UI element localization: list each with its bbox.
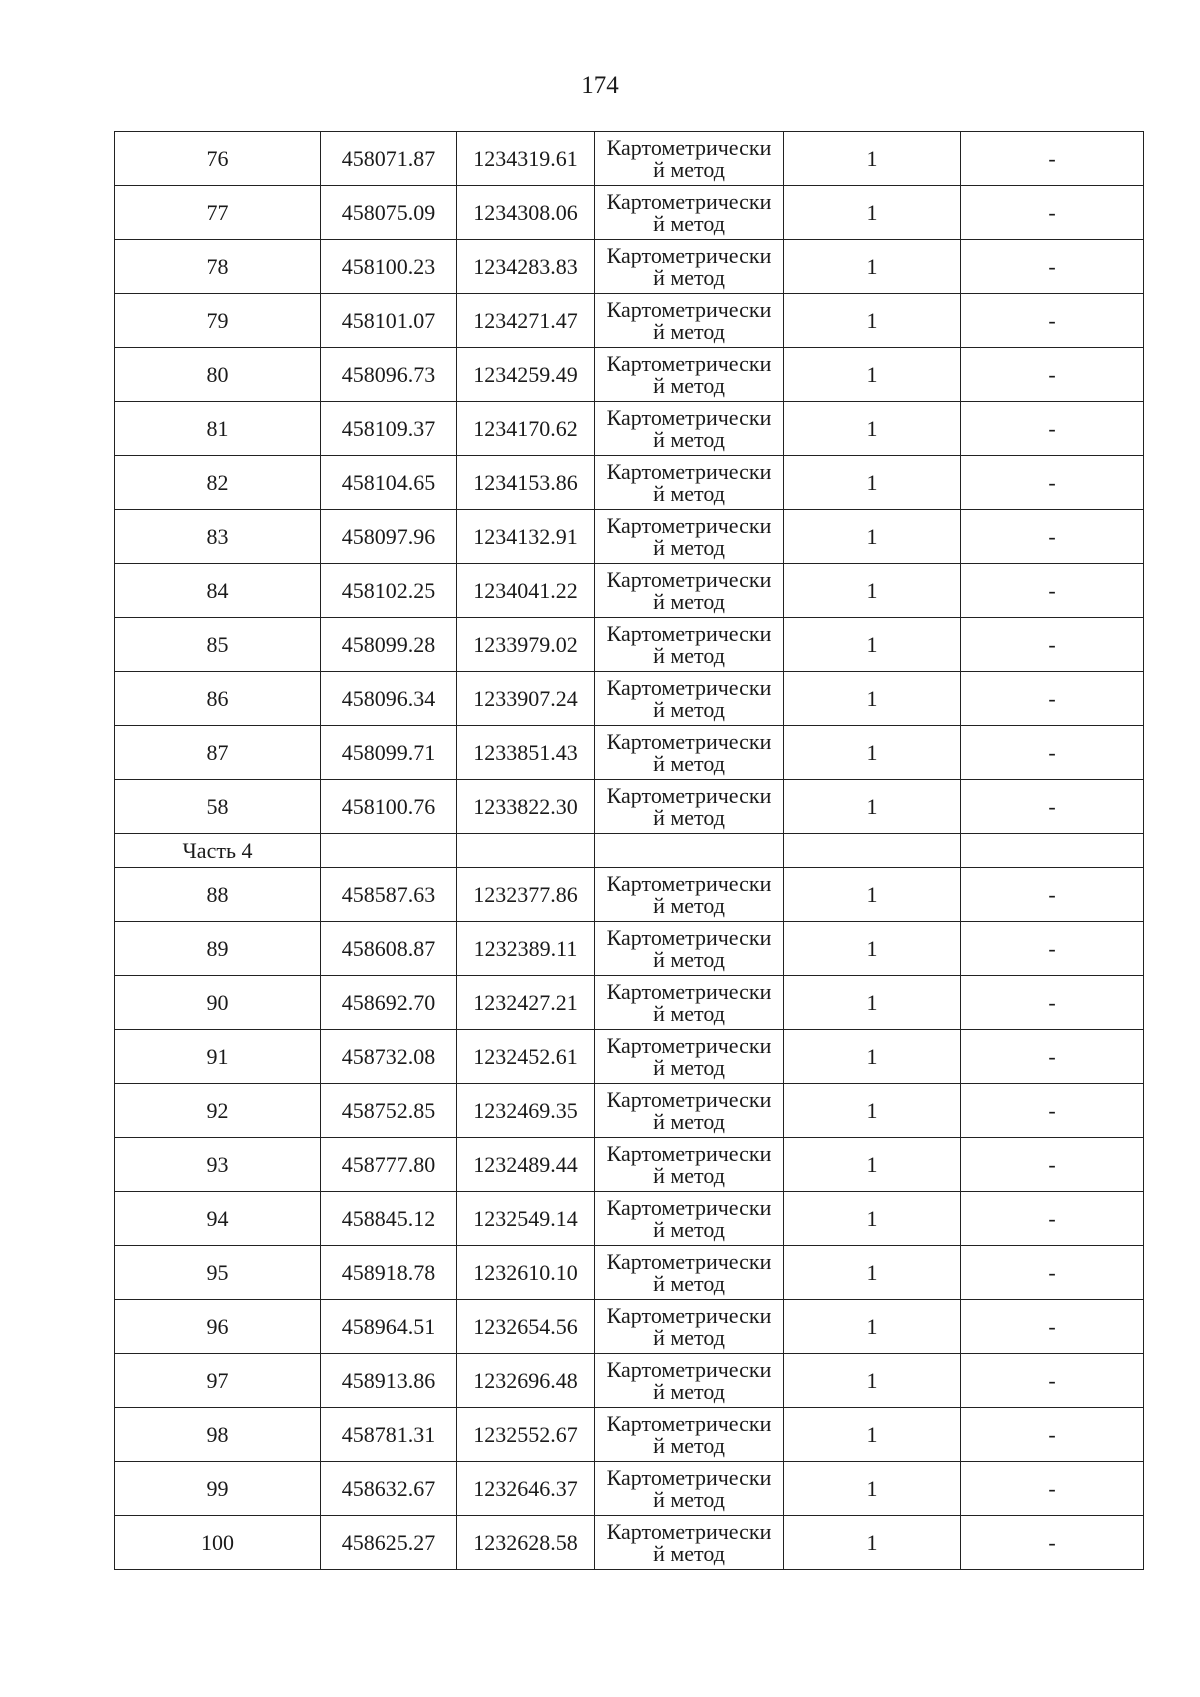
note-cell: - <box>961 1408 1144 1462</box>
note-cell: - <box>961 1462 1144 1516</box>
accuracy-cell: 1 <box>784 240 961 294</box>
point-number-cell: 76 <box>115 132 321 186</box>
y-coordinate-cell: 1234283.83 <box>457 240 595 294</box>
y-coordinate-cell: 1233979.02 <box>457 618 595 672</box>
y-coordinate-cell: 1234170.62 <box>457 402 595 456</box>
method-text-line2: й метод <box>653 1216 725 1242</box>
method-text-line2: й метод <box>653 1108 725 1134</box>
y-coordinate-cell: 1232377.86 <box>457 868 595 922</box>
method-text-line2: й метод <box>653 804 725 830</box>
table-row <box>115 1354 1144 1408</box>
point-number-cell: 98 <box>115 1408 321 1462</box>
y-coordinate-cell: 1232469.35 <box>457 1084 595 1138</box>
accuracy-cell: 1 <box>784 976 961 1030</box>
y-coordinate-cell: 1233822.30 <box>457 780 595 834</box>
method-cell <box>595 564 784 618</box>
section-label: Часть 4 <box>115 834 321 868</box>
method-cell <box>595 868 784 922</box>
method-text-line1: Картометрически <box>606 1194 772 1220</box>
point-number-cell: 86 <box>115 672 321 726</box>
method-text-line1: Картометрически <box>606 512 772 538</box>
accuracy-cell: 1 <box>784 726 961 780</box>
point-number-cell: 80 <box>115 348 321 402</box>
y-coordinate-cell: 1233907.24 <box>457 672 595 726</box>
y-coordinate-cell: 1234259.49 <box>457 348 595 402</box>
note-cell: - <box>961 672 1144 726</box>
y-coordinate-cell: 1232549.14 <box>457 1192 595 1246</box>
method-cell <box>595 1192 784 1246</box>
table-row <box>115 402 1144 456</box>
coordinates-table <box>114 131 1144 1570</box>
empty-cell <box>595 834 784 868</box>
accuracy-cell: 1 <box>784 132 961 186</box>
point-number-cell: 91 <box>115 1030 321 1084</box>
accuracy-cell: 1 <box>784 456 961 510</box>
method-text-line2: й метод <box>653 696 725 722</box>
point-number-cell: 82 <box>115 456 321 510</box>
x-coordinate-cell: 458632.67 <box>321 1462 457 1516</box>
x-coordinate-cell: 458096.73 <box>321 348 457 402</box>
note-cell: - <box>961 726 1144 780</box>
method-text-line1: Картометрически <box>606 1356 772 1382</box>
x-coordinate-cell: 458071.87 <box>321 132 457 186</box>
point-number-cell: 83 <box>115 510 321 564</box>
method-text-line1: Картометрически <box>606 782 772 808</box>
accuracy-cell: 1 <box>784 1246 961 1300</box>
method-text-line2: й метод <box>653 1324 725 1350</box>
note-cell: - <box>961 868 1144 922</box>
point-number-cell: 95 <box>115 1246 321 1300</box>
note-cell: - <box>961 922 1144 976</box>
method-cell <box>595 1516 784 1570</box>
point-number-cell: 92 <box>115 1084 321 1138</box>
x-coordinate-cell: 458096.34 <box>321 672 457 726</box>
method-cell <box>595 240 784 294</box>
table-row <box>115 1192 1144 1246</box>
method-text-line1: Картометрически <box>606 728 772 754</box>
y-coordinate-cell: 1234271.47 <box>457 294 595 348</box>
method-cell <box>595 402 784 456</box>
note-cell: - <box>961 348 1144 402</box>
note-cell: - <box>961 294 1144 348</box>
accuracy-cell: 1 <box>784 186 961 240</box>
method-text-line2: й метод <box>653 1270 725 1296</box>
x-coordinate-cell: 458100.23 <box>321 240 457 294</box>
method-cell <box>595 726 784 780</box>
point-number-cell: 81 <box>115 402 321 456</box>
x-coordinate-cell: 458102.25 <box>321 564 457 618</box>
method-text-line2: й метод <box>653 156 725 182</box>
method-text-line1: Картометрически <box>606 1518 772 1544</box>
section-row <box>115 834 1144 868</box>
y-coordinate-cell: 1233851.43 <box>457 726 595 780</box>
table-row <box>115 1408 1144 1462</box>
method-text-line1: Картометрически <box>606 566 772 592</box>
accuracy-cell: 1 <box>784 672 961 726</box>
table-row <box>115 294 1144 348</box>
empty-cell <box>321 834 457 868</box>
note-cell: - <box>961 564 1144 618</box>
point-number-cell: 79 <box>115 294 321 348</box>
x-coordinate-cell: 458964.51 <box>321 1300 457 1354</box>
x-coordinate-cell: 458101.07 <box>321 294 457 348</box>
y-coordinate-cell: 1232552.67 <box>457 1408 595 1462</box>
table-row <box>115 132 1144 186</box>
method-cell <box>595 1300 784 1354</box>
accuracy-cell: 1 <box>784 348 961 402</box>
accuracy-cell: 1 <box>784 564 961 618</box>
method-text-line1: Картометрически <box>606 870 772 896</box>
note-cell: - <box>961 186 1144 240</box>
point-number-cell: 58 <box>115 780 321 834</box>
empty-cell <box>961 834 1144 868</box>
method-text-line1: Картометрически <box>606 1086 772 1112</box>
method-text-line1: Картометрически <box>606 1410 772 1436</box>
method-text-line1: Картометрически <box>606 1302 772 1328</box>
note-cell: - <box>961 1516 1144 1570</box>
method-text-line1: Картометрически <box>606 620 772 646</box>
x-coordinate-cell: 458625.27 <box>321 1516 457 1570</box>
point-number-cell: 93 <box>115 1138 321 1192</box>
method-cell <box>595 186 784 240</box>
accuracy-cell: 1 <box>784 1408 961 1462</box>
note-cell: - <box>961 1354 1144 1408</box>
table-row <box>115 868 1144 922</box>
method-cell <box>595 922 784 976</box>
accuracy-cell: 1 <box>784 618 961 672</box>
method-text-line2: й метод <box>653 426 725 452</box>
x-coordinate-cell: 458099.71 <box>321 726 457 780</box>
method-cell <box>595 294 784 348</box>
x-coordinate-cell: 458075.09 <box>321 186 457 240</box>
y-coordinate-cell: 1232628.58 <box>457 1516 595 1570</box>
note-cell: - <box>961 1030 1144 1084</box>
accuracy-cell: 1 <box>784 1192 961 1246</box>
y-coordinate-cell: 1232610.10 <box>457 1246 595 1300</box>
y-coordinate-cell: 1234041.22 <box>457 564 595 618</box>
x-coordinate-cell: 458608.87 <box>321 922 457 976</box>
accuracy-cell: 1 <box>784 1462 961 1516</box>
method-text-line2: й метод <box>653 264 725 290</box>
table-row <box>115 976 1144 1030</box>
x-coordinate-cell: 458099.28 <box>321 618 457 672</box>
x-coordinate-cell: 458104.65 <box>321 456 457 510</box>
point-number-cell: 88 <box>115 868 321 922</box>
method-cell <box>595 672 784 726</box>
method-text-line1: Картометрически <box>606 404 772 430</box>
accuracy-cell: 1 <box>784 294 961 348</box>
x-coordinate-cell: 458918.78 <box>321 1246 457 1300</box>
note-cell: - <box>961 240 1144 294</box>
method-text-line2: й метод <box>653 534 725 560</box>
table-row <box>115 1030 1144 1084</box>
method-cell <box>595 1462 784 1516</box>
note-cell: - <box>961 402 1144 456</box>
table-row <box>115 510 1144 564</box>
method-cell <box>595 1408 784 1462</box>
method-text-line1: Картометрически <box>606 350 772 376</box>
note-cell: - <box>961 132 1144 186</box>
point-number-cell: 85 <box>115 618 321 672</box>
method-cell <box>595 1084 784 1138</box>
table-row <box>115 672 1144 726</box>
y-coordinate-cell: 1234319.61 <box>457 132 595 186</box>
method-text-line1: Картометрически <box>606 674 772 700</box>
note-cell: - <box>961 1138 1144 1192</box>
method-cell <box>595 976 784 1030</box>
accuracy-cell: 1 <box>784 780 961 834</box>
table-row <box>115 1084 1144 1138</box>
point-number-cell: 99 <box>115 1462 321 1516</box>
method-text-line2: й метод <box>653 1054 725 1080</box>
table-row <box>115 922 1144 976</box>
table-row <box>115 1300 1144 1354</box>
point-number-cell: 97 <box>115 1354 321 1408</box>
y-coordinate-cell: 1232489.44 <box>457 1138 595 1192</box>
method-text-line2: й метод <box>653 318 725 344</box>
table-row <box>115 726 1144 780</box>
accuracy-cell: 1 <box>784 402 961 456</box>
method-text-line1: Картометрически <box>606 978 772 1004</box>
method-text-line2: й метод <box>653 1000 725 1026</box>
point-number-cell: 90 <box>115 976 321 1030</box>
table-row <box>115 186 1144 240</box>
note-cell: - <box>961 1192 1144 1246</box>
x-coordinate-cell: 458732.08 <box>321 1030 457 1084</box>
x-coordinate-cell: 458781.31 <box>321 1408 457 1462</box>
table-row <box>115 780 1144 834</box>
note-cell: - <box>961 618 1144 672</box>
y-coordinate-cell: 1232696.48 <box>457 1354 595 1408</box>
method-text-line2: й метод <box>653 372 725 398</box>
empty-cell <box>784 834 961 868</box>
x-coordinate-cell: 458777.80 <box>321 1138 457 1192</box>
method-cell <box>595 1030 784 1084</box>
method-text-line1: Картометрически <box>606 242 772 268</box>
note-cell: - <box>961 1246 1144 1300</box>
method-text-line2: й метод <box>653 1378 725 1404</box>
accuracy-cell: 1 <box>784 510 961 564</box>
y-coordinate-cell: 1234153.86 <box>457 456 595 510</box>
page-number: 174 <box>581 72 619 99</box>
x-coordinate-cell: 458845.12 <box>321 1192 457 1246</box>
accuracy-cell: 1 <box>784 1030 961 1084</box>
method-text-line1: Картометрически <box>606 1140 772 1166</box>
method-cell <box>595 348 784 402</box>
point-number-cell: 77 <box>115 186 321 240</box>
method-cell <box>595 1246 784 1300</box>
method-cell <box>595 510 784 564</box>
method-text-line1: Картометрически <box>606 458 772 484</box>
method-text-line2: й метод <box>653 892 725 918</box>
method-text-line2: й метод <box>653 946 725 972</box>
point-number-cell: 78 <box>115 240 321 294</box>
accuracy-cell: 1 <box>784 1084 961 1138</box>
method-text-line1: Картометрически <box>606 296 772 322</box>
note-cell: - <box>961 510 1144 564</box>
point-number-cell: 100 <box>115 1516 321 1570</box>
method-text-line1: Картометрически <box>606 924 772 950</box>
point-number-cell: 94 <box>115 1192 321 1246</box>
method-text-line2: й метод <box>653 750 725 776</box>
y-coordinate-cell: 1234308.06 <box>457 186 595 240</box>
x-coordinate-cell: 458109.37 <box>321 402 457 456</box>
accuracy-cell: 1 <box>784 922 961 976</box>
method-cell <box>595 456 784 510</box>
method-cell <box>595 780 784 834</box>
method-cell <box>595 1138 784 1192</box>
accuracy-cell: 1 <box>784 1354 961 1408</box>
method-text-line2: й метод <box>653 1486 725 1512</box>
accuracy-cell: 1 <box>784 868 961 922</box>
method-text-line2: й метод <box>653 642 725 668</box>
table-row <box>115 618 1144 672</box>
accuracy-cell: 1 <box>784 1300 961 1354</box>
point-number-cell: 84 <box>115 564 321 618</box>
point-number-cell: 89 <box>115 922 321 976</box>
method-text-line1: Картометрически <box>606 1464 772 1490</box>
empty-cell <box>457 834 595 868</box>
table-row <box>115 456 1144 510</box>
x-coordinate-cell: 458587.63 <box>321 868 457 922</box>
y-coordinate-cell: 1234132.91 <box>457 510 595 564</box>
table-row <box>115 564 1144 618</box>
table-row <box>115 1138 1144 1192</box>
point-number-cell: 96 <box>115 1300 321 1354</box>
accuracy-cell: 1 <box>784 1516 961 1570</box>
method-text-line2: й метод <box>653 210 725 236</box>
y-coordinate-cell: 1232389.11 <box>457 922 595 976</box>
y-coordinate-cell: 1232452.61 <box>457 1030 595 1084</box>
method-text-line1: Картометрически <box>606 1032 772 1058</box>
note-cell: - <box>961 1300 1144 1354</box>
method-cell <box>595 1354 784 1408</box>
point-number-cell: 87 <box>115 726 321 780</box>
x-coordinate-cell: 458913.86 <box>321 1354 457 1408</box>
coordinates-table-body <box>115 132 1144 1570</box>
x-coordinate-cell: 458097.96 <box>321 510 457 564</box>
method-text-line2: й метод <box>653 1162 725 1188</box>
table-row <box>115 1516 1144 1570</box>
method-cell <box>595 132 784 186</box>
x-coordinate-cell: 458692.70 <box>321 976 457 1030</box>
y-coordinate-cell: 1232654.56 <box>457 1300 595 1354</box>
note-cell: - <box>961 976 1144 1030</box>
method-text-line1: Картометрически <box>606 188 772 214</box>
note-cell: - <box>961 1084 1144 1138</box>
accuracy-cell: 1 <box>784 1138 961 1192</box>
table-row <box>115 240 1144 294</box>
table-row <box>115 1246 1144 1300</box>
table-row <box>115 348 1144 402</box>
note-cell: - <box>961 456 1144 510</box>
y-coordinate-cell: 1232427.21 <box>457 976 595 1030</box>
method-text-line1: Картометрически <box>606 1248 772 1274</box>
method-cell <box>595 618 784 672</box>
method-text-line2: й метод <box>653 1540 725 1566</box>
x-coordinate-cell: 458752.85 <box>321 1084 457 1138</box>
method-text-line2: й метод <box>653 1432 725 1458</box>
method-text-line1: Картометрически <box>606 134 772 160</box>
note-cell: - <box>961 780 1144 834</box>
x-coordinate-cell: 458100.76 <box>321 780 457 834</box>
table-row <box>115 1462 1144 1516</box>
y-coordinate-cell: 1232646.37 <box>457 1462 595 1516</box>
method-text-line2: й метод <box>653 480 725 506</box>
method-text-line2: й метод <box>653 588 725 614</box>
